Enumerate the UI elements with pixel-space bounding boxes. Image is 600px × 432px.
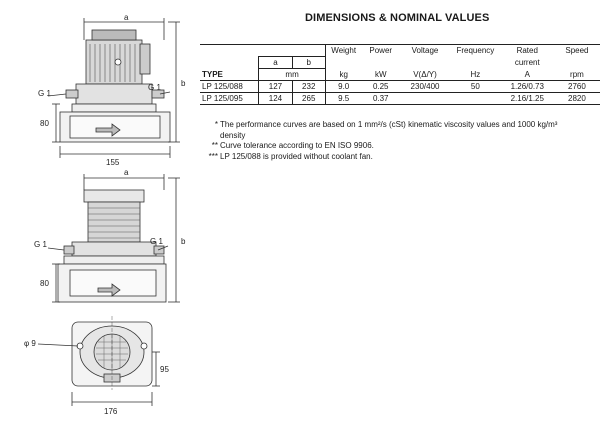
table-header-row [200, 57, 600, 69]
header-weight: Weight [325, 45, 361, 57]
cell-speed: 2760 [554, 81, 600, 93]
footnote-marker: *** [208, 151, 218, 161]
header-cell [259, 45, 292, 57]
cell-b: 232 [292, 81, 325, 93]
top-view-drawing [38, 316, 160, 406]
cell-b: 265 [292, 93, 325, 105]
dim-b-top: b [181, 79, 186, 88]
header-cell [450, 57, 501, 69]
dim-phi9: φ 9 [24, 339, 36, 348]
dim-80-mid: 80 [40, 279, 49, 288]
cell-current: 2.16/1.25 [501, 93, 554, 105]
cell-speed: 2820 [554, 93, 600, 105]
dim-a-top: a [124, 13, 129, 22]
specs-table [200, 44, 600, 105]
header-rated: Rated [501, 45, 554, 57]
cell-weight: 9.0 [325, 81, 361, 93]
cell-voltage [400, 93, 450, 105]
footnote-text: Curve tolerance according to EN ISO 9906. [220, 141, 374, 150]
g1-label-left: G 1 [38, 89, 51, 98]
cell-voltage: 230/400 [400, 81, 450, 93]
header-speed: Speed [554, 45, 600, 57]
header-a: a [259, 57, 292, 69]
table-row [200, 81, 600, 93]
g1-label-right: G 1 [148, 83, 161, 92]
footnote-fan [200, 152, 580, 163]
unit-a: A [524, 69, 530, 79]
unit-rpm: rpm [570, 69, 584, 79]
header-power: Power [362, 45, 400, 57]
header-cell [200, 57, 259, 69]
footnote-marker: * [214, 120, 218, 129]
technical-drawings [0, 0, 200, 432]
footnote-marker: ** [211, 141, 218, 150]
cell-frequency: 50 [450, 81, 501, 93]
header-b: b [292, 57, 325, 69]
cell-a: 127 [259, 81, 292, 93]
table-header-row [200, 45, 600, 57]
table-units-row [200, 69, 600, 81]
header-cell [200, 45, 259, 57]
dim-95: 95 [160, 365, 169, 374]
header-frequency: Frequency [450, 45, 501, 57]
header-cell [292, 45, 325, 57]
footnote-performance [200, 120, 580, 141]
cell-weight: 9.5 [325, 93, 361, 105]
header-current: current [514, 58, 540, 67]
unit-kg: kg [325, 69, 361, 81]
cell-type: LP 125/095 [200, 93, 259, 105]
dim-a-mid: a [124, 168, 129, 177]
cell-power: 0.25 [362, 81, 400, 93]
section-title: DIMENSIONS & NOMINAL VALUES [305, 12, 490, 24]
footnotes [200, 120, 580, 162]
footnote-text: LP 125/088 is provided without coolant fan. [220, 151, 373, 161]
dim-155: 155 [106, 158, 120, 167]
unit-mm: mm [259, 69, 326, 81]
header-cell [400, 57, 450, 69]
cell-power: 0.37 [362, 93, 400, 105]
cell-type: LP 125/088 [200, 81, 259, 93]
footnote-text: The performance curves are based on 1 mm²/s (cSt) kinematic viscosity values and 1000 kg/m³ [220, 120, 558, 129]
g1-label-left-mid: G 1 [34, 240, 47, 249]
footnote-text: density [220, 130, 246, 140]
type-label: TYPE [202, 69, 223, 79]
cell-current: 1.26/0.73 [501, 81, 554, 93]
unit-hz: Hz [470, 69, 481, 79]
table-row [200, 93, 600, 105]
dim-176: 176 [104, 407, 118, 416]
header-voltage: Voltage [400, 45, 450, 57]
footnote-tolerance [200, 141, 580, 152]
unit-volt: V(Δ/Y) [413, 69, 437, 79]
cell-frequency [450, 93, 501, 105]
dim-b-mid: b [181, 237, 186, 246]
unit-kw: kW [374, 69, 387, 79]
cell-a: 124 [259, 93, 292, 105]
header-cell [362, 57, 400, 69]
header-cell [554, 57, 600, 69]
dim-80-top: 80 [40, 119, 49, 128]
header-cell [325, 57, 361, 69]
g1-label-right-mid: G 1 [150, 237, 163, 246]
